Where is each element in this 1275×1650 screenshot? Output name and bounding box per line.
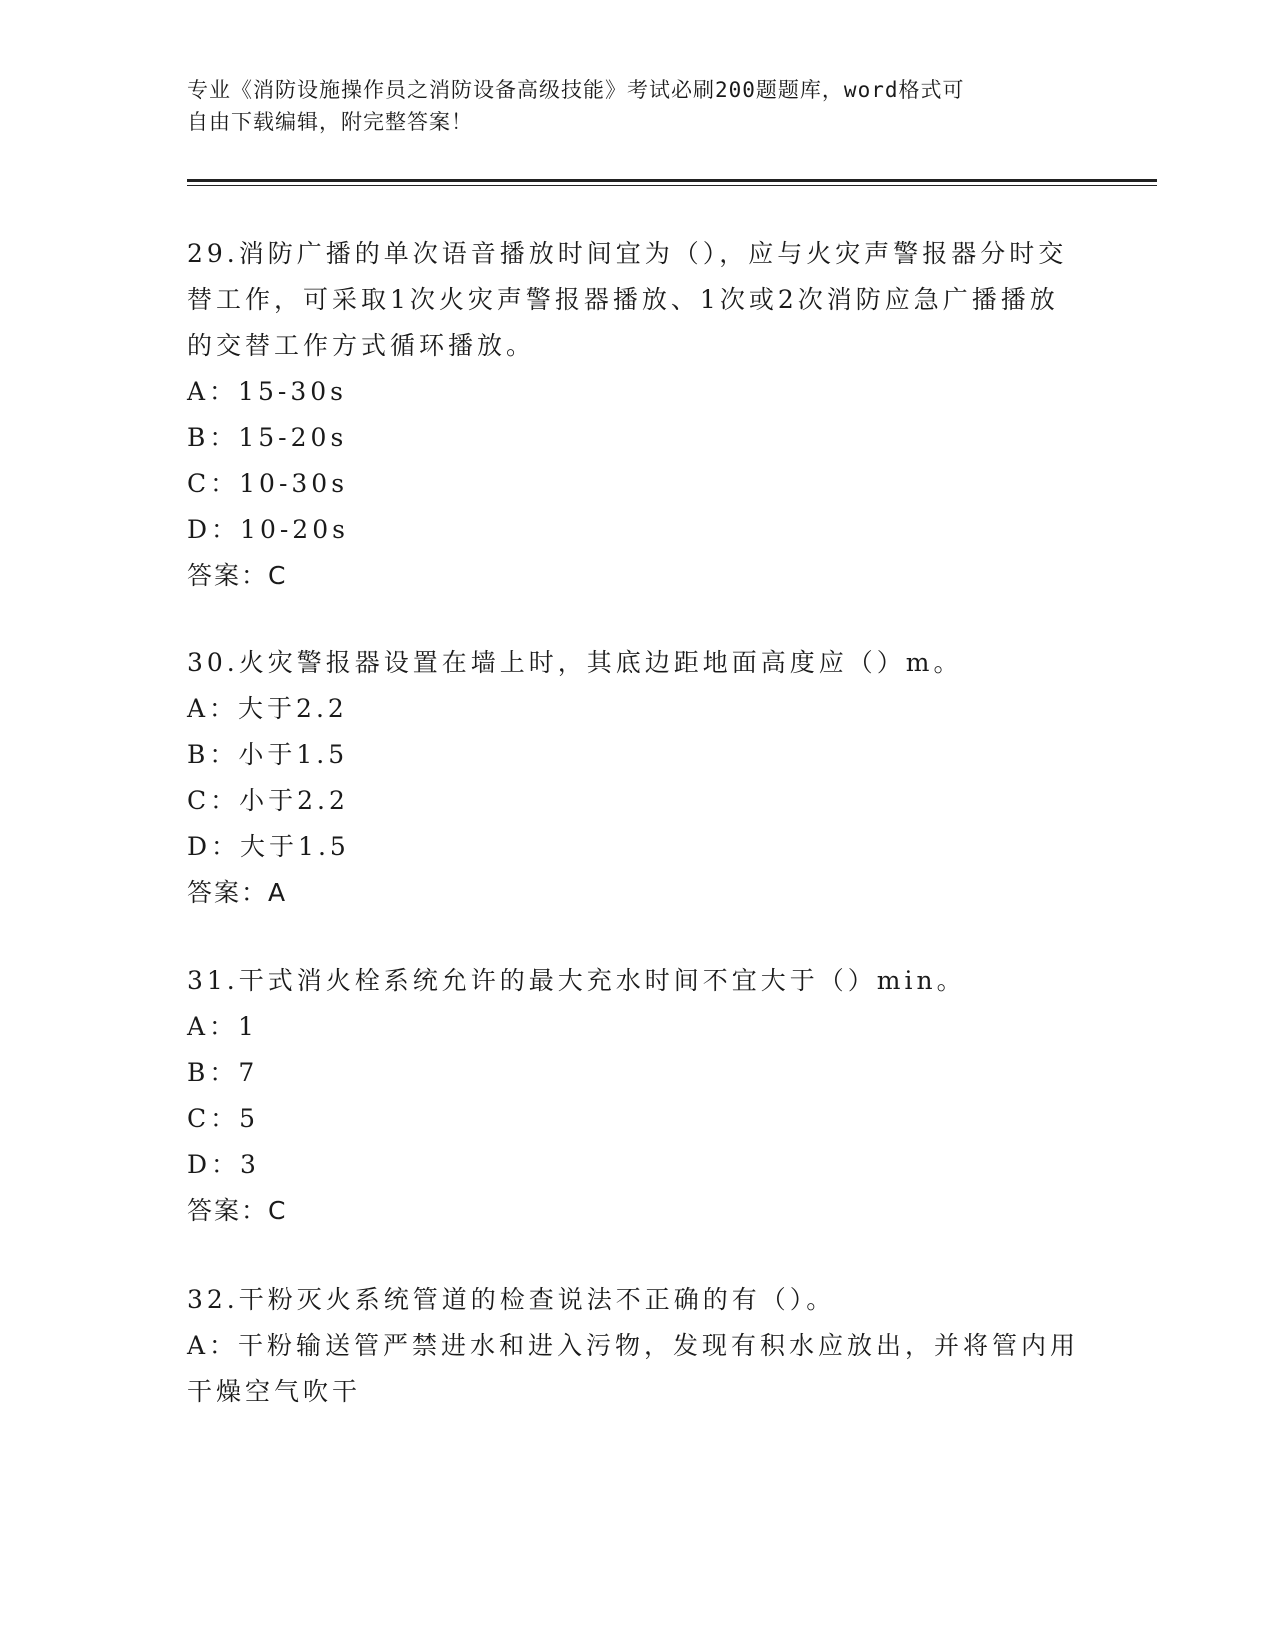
option-d: D：大于1.5 xyxy=(187,832,350,861)
option-c: C：5 xyxy=(187,1104,260,1133)
option-b: B：小于1.5 xyxy=(187,740,349,769)
document-header xyxy=(187,74,1087,138)
header-divider-thin xyxy=(187,185,1157,186)
header-line-2: 自由下载编辑，附完整答案！ xyxy=(187,110,473,134)
question-stem: 29.消防广播的单次语音播放时间宜为（），应与火灾声警报器分时交替工作，可采取1次火灾声警报器播放、1次或2次消防应急广播播放的交替工作方式循环播放。 xyxy=(187,239,1068,360)
option-d: D：10-20s xyxy=(187,515,349,544)
header-divider-thick xyxy=(187,179,1157,182)
answer-line: 答案：A xyxy=(187,878,288,907)
question-stem: 30.火灾警报器设置在墙上时，其底边距地面高度应（）m。 xyxy=(187,648,963,677)
option-b: B：7 xyxy=(187,1058,259,1087)
option-c: C：小于2.2 xyxy=(187,786,349,815)
question-30 xyxy=(187,640,1087,916)
option-a: A：1 xyxy=(187,1012,258,1041)
answer-line: 答案：C xyxy=(187,1196,288,1225)
option-a: A：干粉输送管严禁进水和进入污物，发现有积水应放出，并将管内用干燥空气吹干 xyxy=(187,1331,1080,1406)
question-29 xyxy=(187,231,1087,599)
option-a: A：大于2.2 xyxy=(187,694,348,723)
question-32 xyxy=(187,1277,1087,1415)
answer-line: 答案：C xyxy=(187,561,288,590)
header-line-1: 专业《消防设施操作员之消防设备高级技能》考试必刷200题题库，word格式可 xyxy=(187,78,965,102)
option-b: B：15-20s xyxy=(187,423,348,452)
option-a: A：15-30s xyxy=(187,377,347,406)
question-stem: 31.干式消火栓系统允许的最大充水时间不宜大于（）min。 xyxy=(187,966,966,995)
question-stem: 32.干粉灭火系统管道的检查说法不正确的有（）。 xyxy=(187,1285,836,1314)
option-d: D：3 xyxy=(187,1150,260,1179)
question-31 xyxy=(187,958,1087,1234)
option-c: C：10-30s xyxy=(187,469,349,498)
